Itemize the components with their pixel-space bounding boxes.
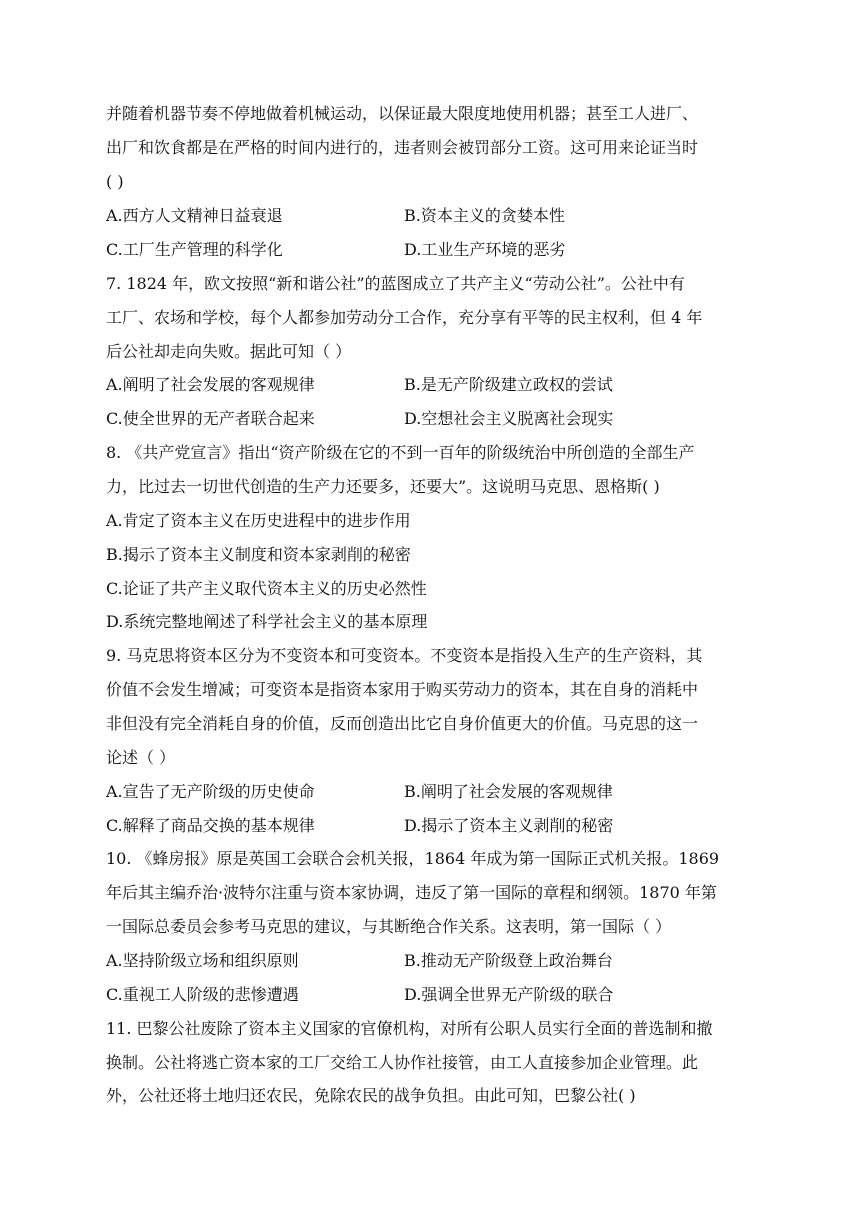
q7-option-a: A.阐明了社会发展的客观规律 bbox=[106, 375, 315, 394]
q7-line-1: 7. 1824 年，欧文按照“新和谐公社”的蓝图成立了共产主义“劳动公社”。公社中有 bbox=[106, 274, 685, 293]
q9-option-a: A.宣告了无产阶级的历史使命 bbox=[106, 782, 315, 801]
q6-options-row-1 bbox=[106, 205, 758, 229]
q8-option-c: C.论证了共产主义取代资本主义的历史必然性 bbox=[106, 579, 427, 598]
q8-line-1: 8. 《共产党宣言》指出“资产阶级在它的不到一百年的阶级统治中所创造的全部生产 bbox=[106, 443, 695, 462]
q7-options-row-2 bbox=[106, 408, 758, 432]
q9-option-d: D.揭示了资本主义剥削的秘密 bbox=[404, 816, 614, 835]
q6-line-3: ( ) bbox=[106, 172, 124, 191]
q10-option-b: B.推动无产阶级登上政治舞台 bbox=[404, 951, 613, 970]
q8-option-d: D.系统完整地阐述了科学社会主义的基本原理 bbox=[106, 612, 428, 631]
q8-line-2: 力，比过去一切世代创造的生产力还要多，还要大”。这说明马克思、恩格斯( ) bbox=[106, 477, 660, 496]
q7-line-2: 工厂、农场和学校，每个人都参加劳动分工合作，充分享有平等的民主权利，但 4 年 bbox=[106, 308, 703, 327]
q9-option-c: C.解释了商品交换的基本规律 bbox=[106, 816, 315, 835]
q9-option-b: B.阐明了社会发展的客观规律 bbox=[404, 782, 613, 801]
q6-option-b: B.资本主义的贪婪本性 bbox=[404, 206, 565, 225]
q9-options-row-2 bbox=[106, 815, 758, 839]
q10-option-c: C.重视工人阶级的悲惨遭遇 bbox=[106, 985, 299, 1004]
q10-line-3: 一国际总委员会参考马克思的建议，与其断绝合作关系。这表明，第一国际（ ） bbox=[106, 917, 672, 936]
q10-option-d: D.强调全世界无产阶级的联合 bbox=[404, 985, 614, 1004]
q10-option-a: A.坚持阶级立场和组织原则 bbox=[106, 951, 299, 970]
q6-line-2: 出厂和饮食都是在严格的时间内进行的，违者则会被罚部分工资。这可用来论证当时 bbox=[106, 138, 699, 157]
q11-line-1: 11. 巴黎公社废除了资本主义国家的官僚机构，对所有公职人员实行全面的普选制和撤 bbox=[106, 1019, 713, 1038]
q9-line-2: 价值不会发生增减；可变资本是指资本家用于购买劳动力的资本，其在自身的消耗中 bbox=[106, 680, 699, 699]
q8-option-b: B.揭示了资本主义制度和资本家剥削的秘密 bbox=[106, 545, 411, 564]
q7-options-row-1 bbox=[106, 374, 758, 398]
q10-options-row-2 bbox=[106, 984, 758, 1008]
q9-line-3: 非但没有完全消耗自身的价值，反而创造出比它自身价值更大的价值。马克思的这一 bbox=[106, 714, 699, 733]
q7-line-3: 后公社却走向失败。据此可知（ ） bbox=[106, 342, 352, 361]
q6-option-a: A.西方人文精神日益衰退 bbox=[106, 206, 283, 225]
q6-option-c: C.工厂生产管理的科学化 bbox=[106, 240, 283, 259]
q6-options-row-2 bbox=[106, 239, 758, 263]
q7-option-b: B.是无产阶级建立政权的尝试 bbox=[404, 375, 613, 394]
q9-line-4: 论述（ ） bbox=[106, 748, 176, 767]
q10-line-2: 年后其主编乔治·波特尔注重与资本家协调，违反了第一国际的章程和纲领。1870 年第 bbox=[106, 883, 717, 902]
q11-line-3: 外，公社还将土地归还农民，免除农民的战争负担。由此可知，巴黎公社( ) bbox=[106, 1086, 636, 1105]
q11-line-2: 换制。公社将逃亡资本家的工厂交给工人协作社接管，由工人直接参加企业管理。此 bbox=[106, 1053, 699, 1072]
q7-option-c: C.使全世界的无产者联合起来 bbox=[106, 409, 315, 428]
q9-line-1: 9. 马克思将资本区分为不变资本和可变资本。不变资本是指投入生产的生产资料，其 bbox=[106, 646, 703, 665]
q6-option-d: D.工业生产环境的恶劣 bbox=[404, 240, 566, 259]
q9-options-row-1 bbox=[106, 781, 758, 805]
q10-options-row-1 bbox=[106, 950, 758, 974]
q7-option-d: D.空想社会主义脱离社会现实 bbox=[404, 409, 614, 428]
q6-line-1: 并随着机器节奏不停地做着机械运动，以保证最大限度地使用机器；甚至工人进厂、 bbox=[106, 104, 699, 123]
q10-line-1: 10. 《蜂房报》原是英国工会联合会机关报，1864 年成为第一国际正式机关报。1869 bbox=[106, 849, 720, 868]
q8-option-a: A.肯定了资本主义在历史进程中的进步作用 bbox=[106, 511, 411, 530]
